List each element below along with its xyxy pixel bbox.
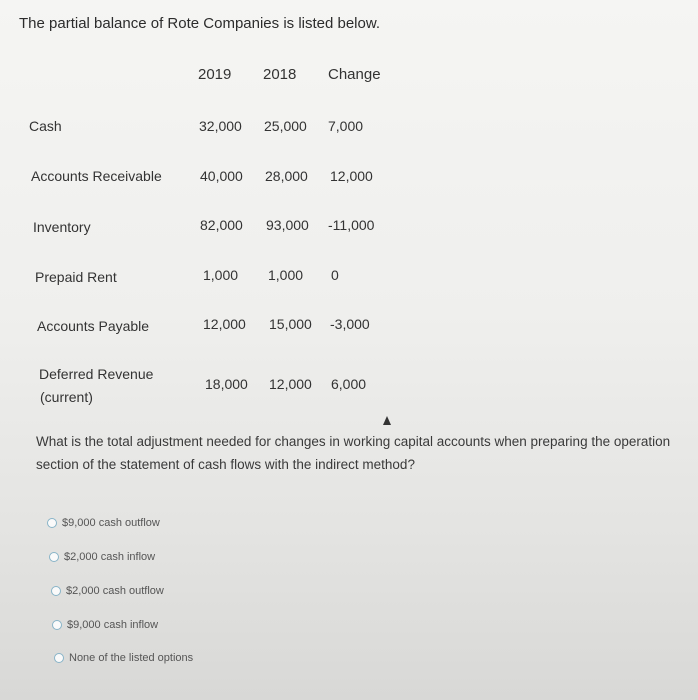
- cell-prepaid-change: 0: [331, 267, 339, 283]
- option-none[interactable]: [54, 652, 193, 664]
- header-2018: 2018: [263, 66, 297, 83]
- option-9000-outflow[interactable]: [47, 517, 160, 529]
- row-label-accounts-payable: Accounts Payable: [37, 318, 150, 334]
- cell-deferred-2018: 12,000: [269, 376, 312, 392]
- row-label-accounts-receivable: Accounts Receivable: [31, 168, 162, 184]
- header-2019: 2019: [198, 66, 232, 83]
- cell-ap-change: -3,000: [330, 316, 370, 332]
- option-2000-inflow[interactable]: [49, 551, 155, 563]
- row-label-cash: Cash: [29, 118, 62, 134]
- option-9000-inflow[interactable]: [52, 619, 158, 631]
- question-title: The partial balance of Rote Companies is listed below.: [19, 15, 381, 32]
- cell-inventory-2019: 82,000: [200, 217, 243, 233]
- option-label: $2,000 cash outflow: [66, 585, 164, 597]
- cell-prepaid-2019: 1,000: [203, 267, 239, 283]
- cell-cash-change: 7,000: [328, 118, 364, 134]
- cell-ap-2019: 12,000: [203, 316, 246, 332]
- cell-deferred-2019: 18,000: [205, 376, 248, 392]
- question-text: What is the total adjustment needed for changes in working capital accounts when preparing the operation section of the statement of cash flows with the indirect method?: [36, 434, 671, 472]
- cell-deferred-change: 6,000: [331, 376, 367, 392]
- option-label: None of the listed options: [69, 652, 194, 664]
- radio-icon[interactable]: [54, 653, 64, 663]
- cell-inventory-2018: 93,000: [266, 217, 309, 233]
- row-label-inventory: Inventory: [33, 219, 91, 235]
- radio-icon[interactable]: [52, 620, 62, 630]
- mouse-cursor-icon: [383, 416, 391, 425]
- cell-ar-2018: 28,000: [265, 168, 308, 184]
- option-label: $9,000 cash outflow: [62, 517, 160, 529]
- cell-ar-change: 12,000: [330, 168, 373, 184]
- radio-icon[interactable]: [51, 586, 61, 596]
- row-label-prepaid-rent: Prepaid Rent: [35, 269, 117, 285]
- radio-icon[interactable]: [47, 518, 57, 528]
- cell-prepaid-2018: 1,000: [268, 267, 304, 283]
- header-change: Change: [328, 66, 381, 83]
- row-label-deferred-revenue-sub: (current): [40, 389, 93, 405]
- option-label: $9,000 cash inflow: [67, 619, 159, 631]
- cell-ar-2019: 40,000: [200, 168, 243, 184]
- cell-cash-2019: 32,000: [199, 118, 242, 134]
- cell-ap-2018: 15,000: [269, 316, 312, 332]
- option-2000-outflow[interactable]: [51, 585, 164, 597]
- option-label: $2,000 cash inflow: [64, 551, 156, 563]
- cell-inventory-change: -11,000: [328, 217, 375, 233]
- radio-icon[interactable]: [49, 552, 59, 562]
- row-label-deferred-revenue: Deferred Revenue: [39, 366, 154, 382]
- cell-cash-2018: 25,000: [264, 118, 307, 134]
